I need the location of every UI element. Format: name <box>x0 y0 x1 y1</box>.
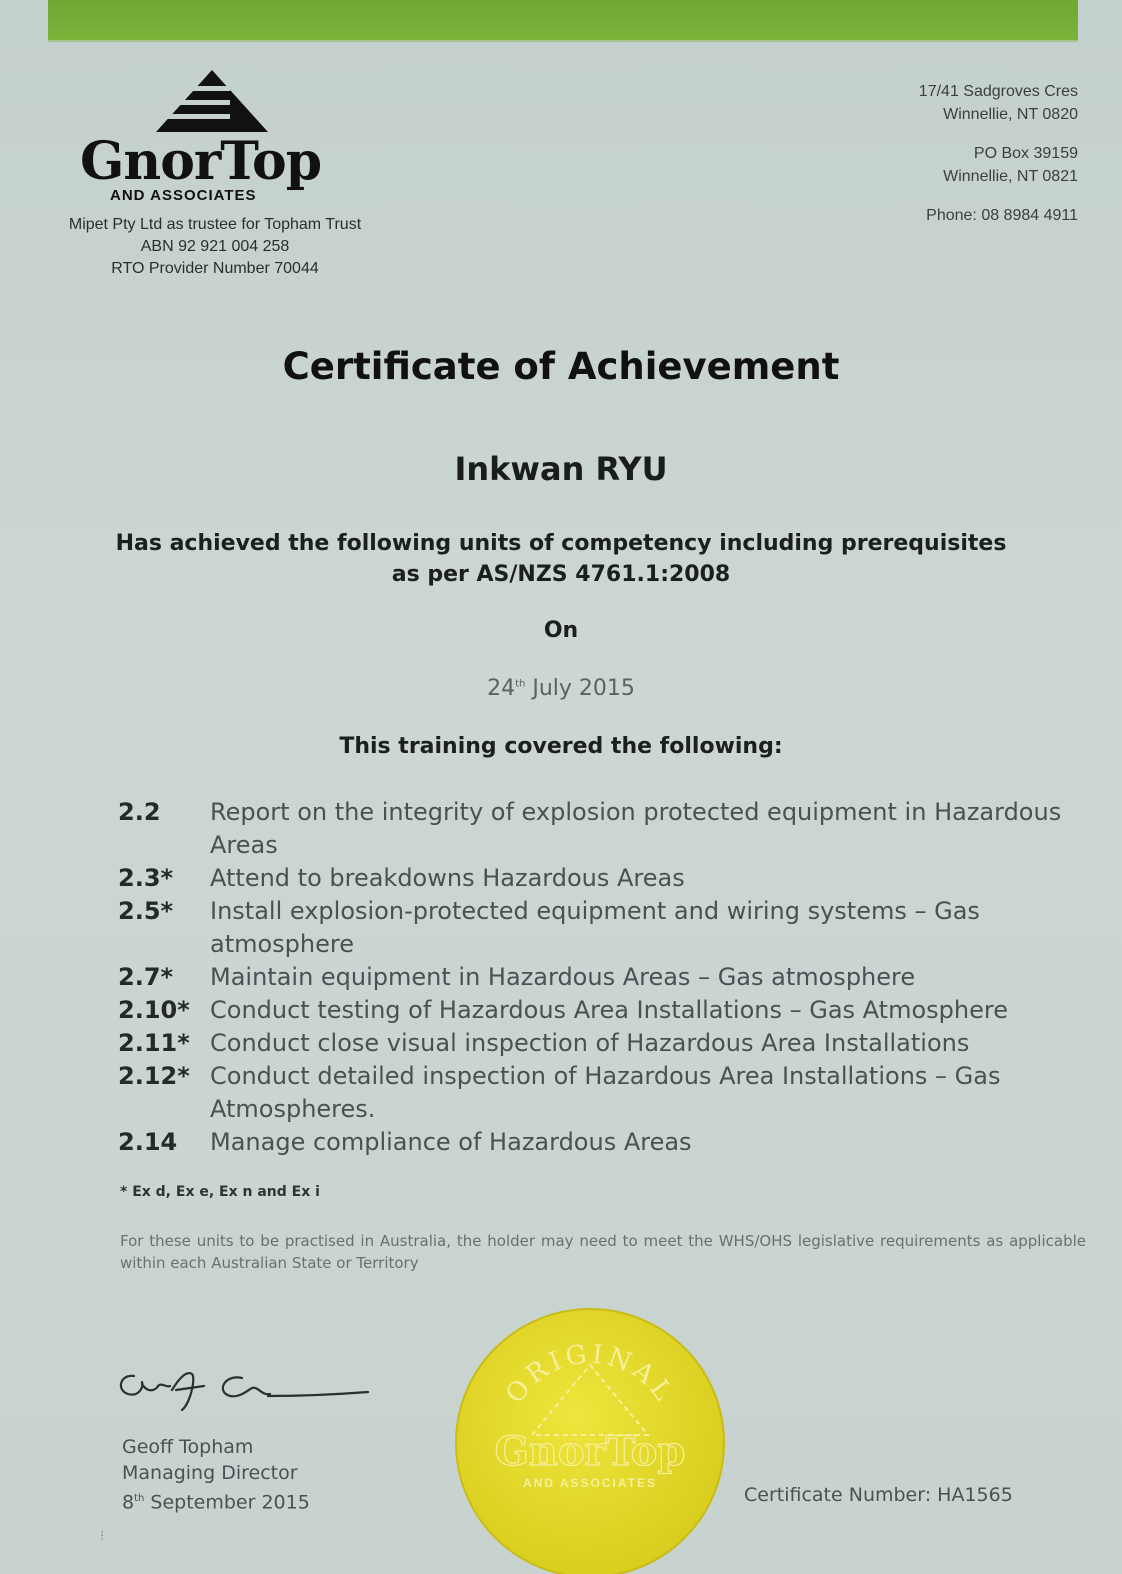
signatory-role: Managing Director <box>122 1462 298 1484</box>
achievement-date <box>0 676 1122 701</box>
unit-text: Report on the integrity of explosion protected equipment in Hazardous Areas <box>210 798 1062 859</box>
svg-text:ORIGINAL: ORIGINAL <box>500 1339 680 1410</box>
list-item <box>118 994 1088 1027</box>
list-item <box>118 895 1088 961</box>
list-item <box>118 1060 1088 1126</box>
unit-number: 2.7* <box>118 963 174 991</box>
logo-wordmark: GnorTop <box>80 131 322 192</box>
list-item <box>118 961 1088 994</box>
logo <box>80 70 340 210</box>
unit-text: Conduct detailed inspection of Hazardous Area Installations – Gas Atmospheres. <box>210 1062 1001 1123</box>
on-label: On <box>543 618 579 643</box>
header-bar <box>48 0 1078 42</box>
list-item <box>118 1126 1088 1159</box>
unit-text: Conduct testing of Hazardous Area Installations – Gas Atmosphere <box>210 996 1008 1024</box>
corner-mark-icon: ⁝ <box>100 1528 105 1544</box>
signatory-block <box>122 1434 310 1515</box>
list-item <box>118 1027 1088 1060</box>
address-street: 17/41 Sadgroves Cres <box>918 83 1078 100</box>
signatory-date-suffix: th <box>134 1493 145 1504</box>
achievement-statement <box>0 528 1122 590</box>
unit-text: Install explosion-protected equipment and wiring systems – Gas atmosphere <box>210 897 980 958</box>
address-street-city: Winnellie, NT 0820 <box>943 106 1078 123</box>
achievement-line-1: Has achieved the following units of competency including prerequisites <box>115 531 1007 556</box>
disclaimer: For these units to be practised in Australia, the holder may need to meet the WHS/OHS legislative requirements as applicable within each Australian State or Territory <box>120 1232 1086 1272</box>
svg-text:AND ASSOCIATES: AND ASSOCIATES <box>522 1476 658 1490</box>
unit-text: Attend to breakdowns Hazardous Areas <box>210 864 685 892</box>
unit-number: 2.2 <box>118 798 161 826</box>
unit-number: 2.10* <box>118 996 190 1024</box>
training-heading: This training covered the following: <box>339 734 783 759</box>
unit-text: Manage compliance of Hazardous Areas <box>210 1128 692 1156</box>
certificate-title: Certificate of Achievement <box>282 345 840 388</box>
unit-number: 2.5* <box>118 897 174 925</box>
pyramid-logo-icon <box>152 70 272 134</box>
list-item <box>118 862 1088 895</box>
signatory-date <box>122 1486 310 1515</box>
unit-number: 2.14 <box>118 1128 178 1156</box>
logo-subtitle: AND ASSOCIATES <box>110 187 257 204</box>
unit-number: 2.3* <box>118 864 174 892</box>
company-abn: ABN 92 921 004 258 <box>140 238 290 255</box>
unit-text: Maintain equipment in Hazardous Areas – Gas atmosphere <box>210 963 916 991</box>
footnote: * Ex d, Ex e, Ex n and Ex i <box>120 1184 320 1200</box>
company-rto: RTO Provider Number 70044 <box>111 260 319 277</box>
address-po-box: PO Box 39159 <box>973 145 1078 162</box>
address-phone: Phone: 08 8984 4911 <box>926 207 1078 224</box>
original-seal-icon <box>452 1305 728 1574</box>
unit-number: 2.11* <box>118 1029 190 1057</box>
svg-text:GnorTop: GnorTop <box>494 1428 686 1475</box>
address-block <box>778 80 1078 227</box>
company-trustee: Mipet Pty Ltd as trustee for Topham Trust <box>68 216 362 233</box>
certificate-number: Certificate Number: HA1565 <box>744 1484 1013 1506</box>
unit-number: 2.12* <box>118 1062 190 1090</box>
signatory-name: Geoff Topham <box>122 1436 254 1458</box>
date-suffix: th <box>515 678 526 690</box>
signatory-date-rest: September 2015 <box>150 1491 310 1514</box>
list-item <box>118 796 1088 862</box>
signature-icon <box>112 1360 382 1420</box>
date-rest: July 2015 <box>532 676 635 701</box>
signatory-date-day: 8 <box>122 1491 135 1514</box>
date-day: 24 <box>487 676 516 701</box>
unit-text: Conduct close visual inspection of Hazardous Area Installations <box>210 1029 970 1057</box>
units-list <box>118 796 1088 1159</box>
achievement-line-2: as per AS/NZS 4761.1:2008 <box>391 562 731 587</box>
company-details <box>30 214 400 280</box>
address-po-city: Winnellie, NT 0821 <box>943 168 1078 185</box>
recipient-name: Inkwan RYU <box>454 450 668 488</box>
